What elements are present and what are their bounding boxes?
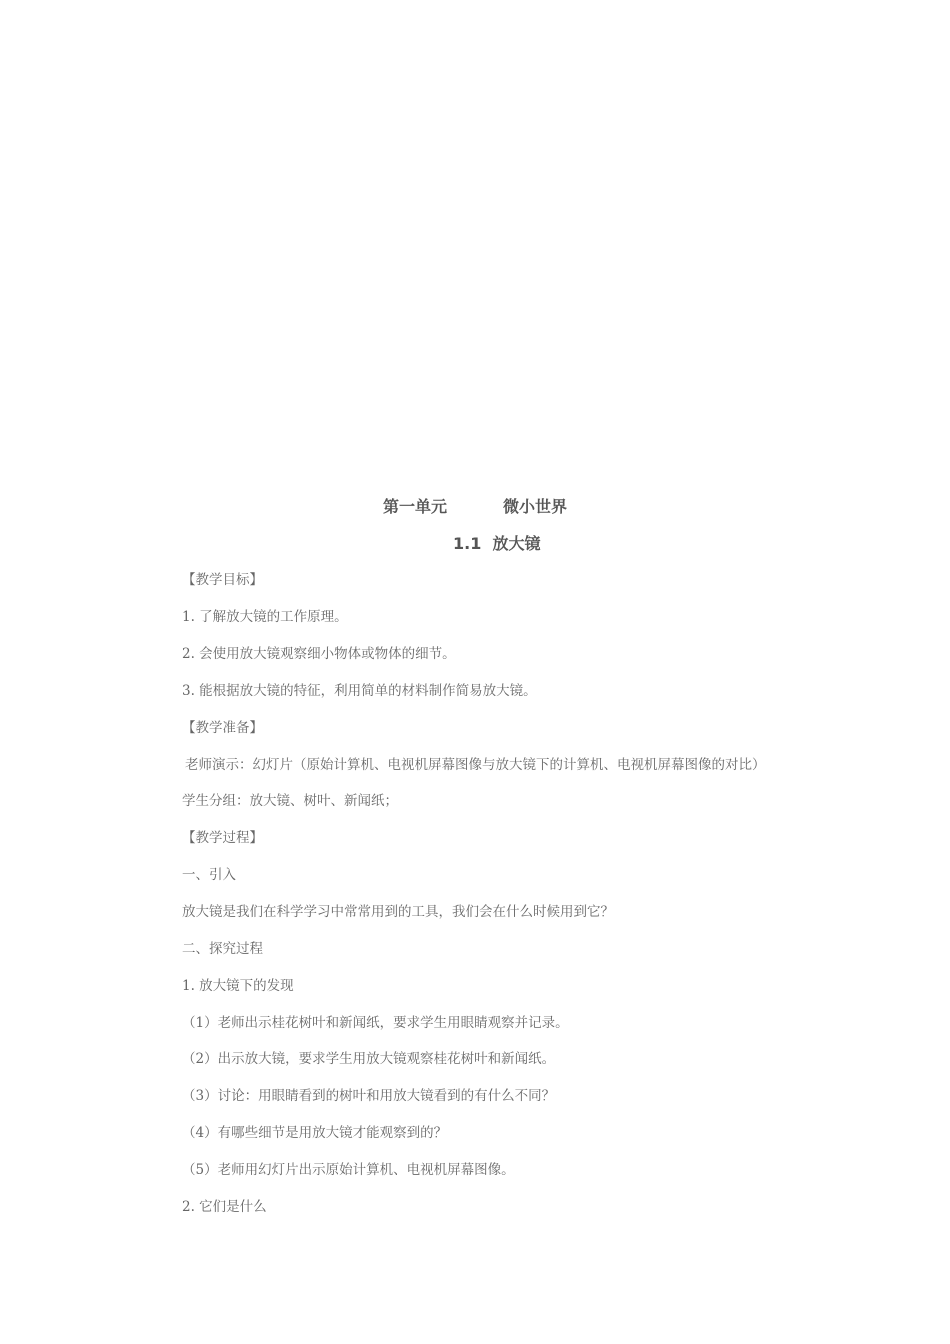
list-item: （4）有哪些细节是用放大镜才能观察到的？ <box>182 1125 448 1141</box>
subsection-heading: 2. 它们是什么 <box>182 1199 267 1215</box>
section-heading-preparation: 【教学准备】 <box>182 720 263 736</box>
list-item: （5）老师用幻灯片出示原始计算机、电视机屏幕图像。 <box>182 1162 515 1178</box>
list-item: （3）讨论：用眼睛看到的树叶和用放大镜看到的有什么不同？ <box>182 1088 556 1104</box>
section-heading-process: 【教学过程】 <box>182 830 263 846</box>
process-step-heading: 一、引入 <box>182 867 236 883</box>
unit-title <box>0 494 950 517</box>
objective-item: 3. 能根据放大镜的特征，利用简单的材料制作简易放大镜。 <box>182 683 537 699</box>
list-item: （2）出示放大镜，要求学生用放大镜观察桂花树叶和新闻纸。 <box>182 1051 556 1067</box>
preparation-item: 老师演示：幻灯片（原始计算机、电视机屏幕图像与放大镜下的计算机、电视机屏幕图像的对比） <box>185 757 766 773</box>
unit-number: 第一单元 <box>382 497 447 516</box>
objective-item: 1. 了解放大镜的工作原理。 <box>182 609 348 625</box>
process-step-heading: 二、探究过程 <box>182 941 263 957</box>
unit-name: 微小世界 <box>503 497 568 516</box>
objective-item: 2. 会使用放大镜观察细小物体或物体的细节。 <box>182 646 456 662</box>
section-heading-objectives: 【教学目标】 <box>182 572 263 588</box>
list-item: （1）老师出示桂花树叶和新闻纸，要求学生用眼睛观察并记录。 <box>182 1015 569 1031</box>
preparation-item: 学生分组：放大镜、树叶、新闻纸； <box>182 793 398 809</box>
subsection-heading: 1. 放大镜下的发现 <box>182 978 294 994</box>
lesson-title: 1.1 放大镜 <box>453 534 541 553</box>
paragraph: 放大镜是我们在科学学习中常常用到的工具，我们会在什么时候用到它？ <box>182 904 614 920</box>
